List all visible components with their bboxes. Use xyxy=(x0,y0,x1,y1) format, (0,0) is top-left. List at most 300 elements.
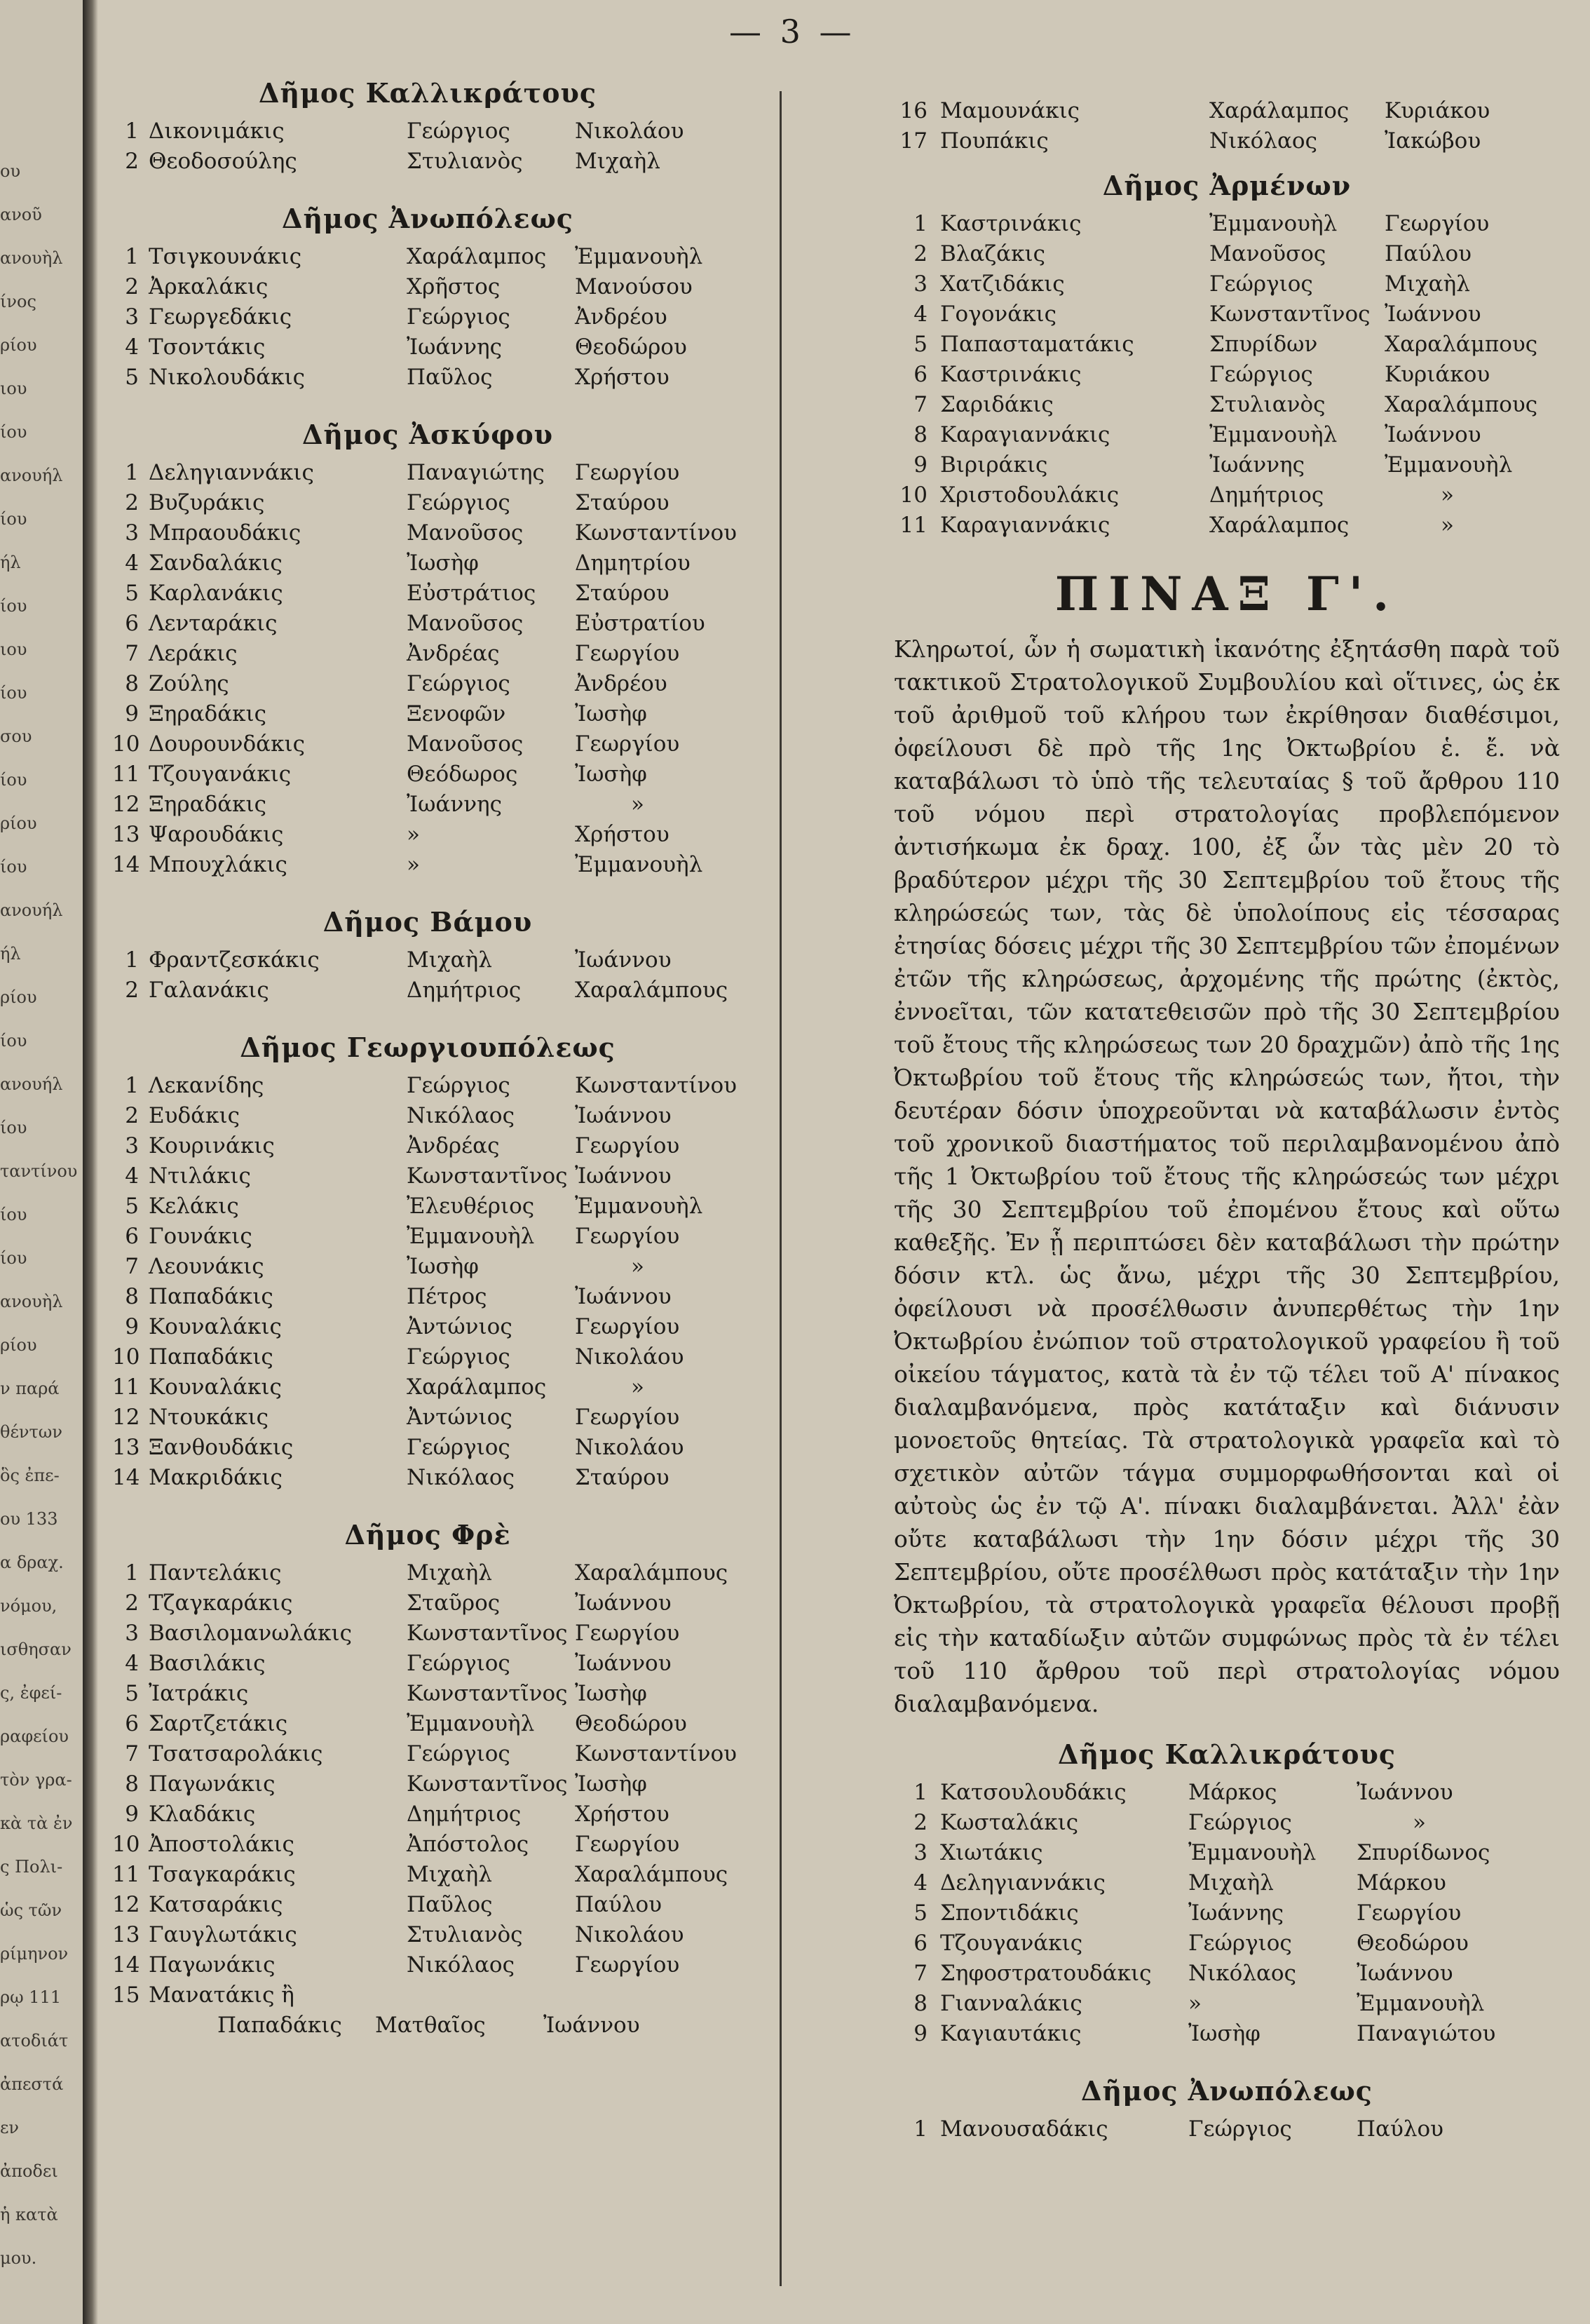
row-number: 10 xyxy=(112,731,140,757)
right-column xyxy=(894,98,1560,2147)
surname: Βυζυράκις xyxy=(149,490,265,515)
bleed-fragment: ίου xyxy=(0,1205,27,1224)
table-row xyxy=(112,1314,743,1344)
row-number: 9 xyxy=(913,452,928,478)
bleed-fragment: ραφείου xyxy=(0,1727,69,1746)
patronymic: Ἰωάννου xyxy=(575,1163,672,1189)
surname: Νικολουδάκις xyxy=(149,365,305,390)
surname: Παπασταματάκις xyxy=(940,332,1134,357)
surname: Ευδάκις xyxy=(149,1103,240,1128)
surname: Γουνάκις xyxy=(149,1224,252,1249)
surname: Σαριδάκις xyxy=(940,392,1054,417)
table-row xyxy=(894,332,1560,362)
first-name: Χαράλαμπος xyxy=(1209,98,1350,123)
patronymic: Ἀνδρέου xyxy=(575,304,667,330)
surname: Χατζιδάκις xyxy=(940,271,1065,297)
first-name: Ἰωσὴφ xyxy=(1188,2021,1261,2046)
section-heading: Δῆμος Ἀρμένων xyxy=(1102,170,1352,201)
patronymic: Γεωργίου xyxy=(575,1405,680,1430)
row-number: 1 xyxy=(913,2116,928,2142)
table-row xyxy=(894,1810,1560,1840)
patronymic: » xyxy=(1413,1810,1426,1835)
row-number: 6 xyxy=(913,362,928,387)
row-number: 3 xyxy=(913,1840,928,1865)
surname: Μακριδάκις xyxy=(149,1465,283,1490)
table-row xyxy=(112,762,743,792)
patronymic: Γεωργίου xyxy=(1385,211,1490,236)
first-name: Μιχαὴλ xyxy=(407,1862,492,1887)
column-divider xyxy=(780,91,782,2286)
patronymic: Ἰωσὴφ xyxy=(575,1771,647,1797)
first-name: Γεώργιος xyxy=(407,490,510,515)
surname: Βιριράκις xyxy=(940,452,1048,478)
section-heading: Δῆμος Βάμου xyxy=(322,906,533,938)
bleed-fragment: ἀπεστά xyxy=(0,2074,64,2094)
table-row xyxy=(112,1163,743,1194)
first-name: Γεώργιος xyxy=(407,1741,510,1766)
first-name: Ἀνδρέας xyxy=(407,641,500,666)
patronymic: » xyxy=(631,1254,644,1279)
table-row xyxy=(112,1435,743,1465)
patronymic: Νικολάου xyxy=(575,1922,684,1947)
row-number: 5 xyxy=(125,365,139,390)
surname: Ἰατράκις xyxy=(149,1681,249,1706)
table-row xyxy=(112,611,743,641)
row-number: 4 xyxy=(125,1651,139,1676)
bleed-fragment: ὡς τῶν xyxy=(0,1900,62,1920)
first-name: Γεώργιος xyxy=(407,1344,510,1370)
bleed-fragment: ίου xyxy=(0,1031,27,1050)
row-number: 11 xyxy=(112,1862,140,1887)
first-name: Νικόλαος xyxy=(407,1952,515,1978)
surname: Ψαρουδάκις xyxy=(149,822,284,847)
first-name: Μιχαὴλ xyxy=(407,947,492,973)
bleed-fragment: ήλ xyxy=(0,553,21,572)
patronymic: Γεωργίου xyxy=(575,1832,680,1857)
bleed-fragment: κὰ τὰ ἐν xyxy=(0,1813,73,1833)
row-number: 13 xyxy=(112,822,140,847)
patronymic: Ἰωάννου xyxy=(1385,302,1481,327)
bleed-fragment: ρίμηνον xyxy=(0,1944,69,1964)
table-row xyxy=(894,482,1560,513)
table-row xyxy=(112,1862,743,1892)
surname: Καστρινάκις xyxy=(940,362,1082,387)
kallikratous-list xyxy=(894,1780,1560,2051)
name-list xyxy=(112,947,743,1008)
first-name: Μανοῦσος xyxy=(407,520,524,546)
surname: Σαρτζετάκις xyxy=(149,1711,288,1736)
bleed-fragment: ς Πολι- xyxy=(0,1857,63,1877)
table-row xyxy=(112,1832,743,1862)
table-row xyxy=(894,1840,1560,1870)
table-row xyxy=(894,302,1560,332)
first-name: Ξενοφῶν xyxy=(407,701,506,727)
patronymic: Δημητρίου xyxy=(575,550,691,576)
table-row xyxy=(894,513,1560,543)
section-heading: Δῆμος Φρὲ xyxy=(344,1519,511,1551)
surname: Χιωτάκις xyxy=(940,1840,1043,1865)
table-row xyxy=(112,274,743,304)
row-number: 10 xyxy=(112,1832,140,1857)
table-row xyxy=(112,1681,743,1711)
surname: Γαυγλωτάκις xyxy=(149,1922,297,1947)
row-number: 14 xyxy=(112,1465,140,1490)
row-number: 2 xyxy=(125,978,139,1003)
surname: Παπαδάκις xyxy=(217,2013,342,2038)
table-row xyxy=(894,422,1560,452)
bleed-fragment: ίου xyxy=(0,857,27,877)
patronymic: Σπυρίδωνος xyxy=(1357,1840,1490,1865)
row-number: 4 xyxy=(125,550,139,576)
row-number: 4 xyxy=(125,335,139,360)
patronymic: Νικολάου xyxy=(575,1435,684,1460)
table-row xyxy=(112,304,743,335)
first-name: Χρῆστος xyxy=(407,274,501,299)
bleed-fragment: ανουήλ xyxy=(0,1074,63,1094)
row-number: 9 xyxy=(913,2021,928,2046)
first-name: Γεώργιος xyxy=(407,671,510,696)
first-name: Γεώργιος xyxy=(407,304,510,330)
table-row xyxy=(112,1465,743,1495)
row-number: 8 xyxy=(913,422,928,447)
first-name: Ἐμμανουὴλ xyxy=(407,1711,535,1736)
patronymic: Ἰωάννου xyxy=(575,1103,672,1128)
surname: Δεληγιαννάκις xyxy=(940,1870,1106,1896)
bleed-fragment: ανουὴλ xyxy=(0,1292,63,1311)
patronymic: » xyxy=(1441,482,1454,508)
first-name: Ἐμμανουὴλ xyxy=(407,1224,535,1249)
bleed-fragment: ρίου xyxy=(0,987,37,1007)
bleed-fragment: ισθησαν xyxy=(0,1640,72,1659)
first-name: Γεώργιος xyxy=(407,1651,510,1676)
table-row xyxy=(112,731,743,762)
patronymic: Εὐστρατίου xyxy=(575,611,705,636)
table-row xyxy=(112,1133,743,1163)
first-name: Ἀντώνιος xyxy=(407,1314,512,1339)
bleed-fragment: ίου xyxy=(0,596,27,616)
table-row xyxy=(112,822,743,852)
row-number: 2 xyxy=(125,149,139,174)
first-name: Ἰωσὴφ xyxy=(407,1254,479,1279)
continued-list xyxy=(894,98,1560,158)
patronymic: Γεωργίου xyxy=(575,1133,680,1158)
first-name: Παῦλος xyxy=(407,1892,493,1917)
surname: Γιανναλάκις xyxy=(940,1991,1082,2016)
first-name: Μιχαὴλ xyxy=(407,1560,492,1586)
patronymic: Μανούσου xyxy=(575,274,693,299)
first-name: Μανοῦσος xyxy=(407,611,524,636)
table-row xyxy=(112,550,743,581)
row-number: 14 xyxy=(112,1952,140,1978)
first-name: Κωνσταντῖνος xyxy=(407,1621,568,1646)
table-row xyxy=(112,1802,743,1832)
first-name: Νικόλαος xyxy=(1209,128,1317,154)
surname: Σανδαλάκις xyxy=(149,550,283,576)
surname: Γαλανάκις xyxy=(149,978,269,1003)
first-name: Ἀντώνιος xyxy=(407,1405,512,1430)
surname: Ζούλης xyxy=(149,671,229,696)
surname: Κλαδάκις xyxy=(149,1802,256,1827)
row-number: 7 xyxy=(125,1741,139,1766)
bleed-fragment: ανουήλ xyxy=(0,900,63,920)
row-number: 2 xyxy=(125,1103,139,1128)
first-name: Ἰωάννης xyxy=(407,335,502,360)
table-row xyxy=(894,211,1560,241)
table-row xyxy=(112,1073,743,1103)
surname: Λεράκις xyxy=(149,641,238,666)
row-number: 17 xyxy=(899,128,928,154)
bleed-fragment: σου xyxy=(0,727,32,746)
first-name: Παῦλος xyxy=(407,365,493,390)
surname: Παγωνάκις xyxy=(149,1952,276,1978)
table-row xyxy=(112,641,743,671)
patronymic: Ἰακώβου xyxy=(1385,128,1481,154)
table-row xyxy=(894,1900,1560,1931)
table-row xyxy=(894,271,1560,302)
bleed-fragment: θέντων xyxy=(0,1422,62,1442)
table-row xyxy=(112,1922,743,1952)
row-number: 1 xyxy=(125,119,139,144)
first-name: Θεόδωρος xyxy=(407,762,518,787)
table-row xyxy=(112,335,743,365)
patronymic: Νικολάου xyxy=(575,1344,684,1370)
bleed-fragment: ίου xyxy=(0,509,27,529)
bleed-fragment: ρίου xyxy=(0,335,37,355)
bleed-fragment: ίου xyxy=(0,1118,27,1137)
first-name: Ἰωάννης xyxy=(407,792,502,817)
bleed-fragment: ίου xyxy=(0,422,27,442)
row-number: 7 xyxy=(125,641,139,666)
row-number: 6 xyxy=(125,611,139,636)
table-row xyxy=(112,1194,743,1224)
row-number: 12 xyxy=(112,792,140,817)
row-number: 5 xyxy=(913,332,928,357)
row-number: 11 xyxy=(899,513,928,538)
first-name: Σταῦρος xyxy=(407,1590,501,1616)
row-number: 3 xyxy=(125,304,139,330)
row-number: 9 xyxy=(125,1314,139,1339)
bleed-fragment: ίου xyxy=(0,1248,27,1268)
surname: Γογονάκις xyxy=(940,302,1057,327)
bleed-fragment: ου 133 xyxy=(0,1509,58,1529)
row-number: 1 xyxy=(913,211,928,236)
table-row xyxy=(894,2021,1560,2051)
first-name: Γεώργιος xyxy=(1188,1931,1292,1956)
table-row xyxy=(112,1560,743,1590)
surname: Δικονιμάκις xyxy=(149,119,285,144)
table-row xyxy=(894,1931,1560,1961)
patronymic: Γεωργίου xyxy=(575,460,680,485)
surname: Φραντζεσκάκις xyxy=(149,947,320,973)
table-row xyxy=(112,119,743,149)
row-number: 6 xyxy=(125,1711,139,1736)
first-name: Σπυρίδων xyxy=(1209,332,1318,357)
patronymic: Χρήστου xyxy=(575,365,670,390)
patronymic: Σταύρου xyxy=(575,1465,670,1490)
row-number: 1 xyxy=(125,947,139,973)
section-heading: Δῆμος Ἀνωπόλεως xyxy=(282,203,573,234)
table-row xyxy=(112,1892,743,1922)
row-number: 2 xyxy=(125,490,139,515)
patronymic: Χαραλάμπους xyxy=(1385,392,1538,417)
first-name: Πέτρος xyxy=(407,1284,487,1309)
patronymic: Ἀνδρέου xyxy=(575,671,667,696)
first-name: Ματθαῖος xyxy=(375,2013,486,2038)
surname: Δεληγιαννάκις xyxy=(149,460,314,485)
row-number: 7 xyxy=(913,392,928,417)
patronymic: » xyxy=(631,1374,644,1400)
table-row xyxy=(112,947,743,978)
first-name: Γεώργιος xyxy=(1188,2116,1292,2142)
row-number: 4 xyxy=(125,1163,139,1189)
patronymic: Μιχαὴλ xyxy=(575,149,660,174)
surname: Τσαγκαράκις xyxy=(149,1862,296,1887)
first-name: Ἐμμανουὴλ xyxy=(1209,422,1338,447)
bleed-fragment: ανουήλ xyxy=(0,466,63,485)
surname: Ἀποστολάκις xyxy=(149,1832,294,1857)
adjacent-page-bleed xyxy=(0,0,91,2324)
section-heading: Δῆμος Γεωργιουπόλεως xyxy=(240,1032,616,1063)
first-name: Κωνσταντῖνος xyxy=(407,1771,568,1797)
bleed-fragment: ίου xyxy=(0,770,27,790)
surname: Παπαδάκις xyxy=(149,1344,273,1370)
table-row xyxy=(112,1344,743,1374)
first-name: Ἀνδρέας xyxy=(407,1133,500,1158)
patronymic: Χαραλάμπους xyxy=(575,1560,728,1586)
name-list xyxy=(112,1073,743,1495)
table-row xyxy=(112,978,743,1008)
surname: Βλαζάκις xyxy=(940,241,1045,266)
patronymic: Μάρκου xyxy=(1357,1870,1446,1896)
first-name: Γεώργιος xyxy=(407,119,510,144)
row-number: 7 xyxy=(125,1254,139,1279)
bleed-fragment: ατοδιάτ xyxy=(0,2031,69,2051)
armenon-list xyxy=(894,211,1560,543)
patronymic: Γεωργίου xyxy=(575,1952,680,1978)
table-row xyxy=(112,1405,743,1435)
surname: Ξανθουδάκις xyxy=(149,1435,294,1460)
row-number: 8 xyxy=(125,1771,139,1797)
surname: Κουναλάκις xyxy=(149,1374,282,1400)
first-name: Στυλιανὸς xyxy=(407,1922,523,1947)
bleed-fragment: ς, ἐφεί- xyxy=(0,1683,62,1703)
table-row xyxy=(112,1224,743,1254)
row-number: 9 xyxy=(125,701,139,727)
surname: Χριστοδουλάκις xyxy=(940,482,1120,508)
first-name: Ἰωσὴφ xyxy=(407,550,479,576)
table-row xyxy=(112,460,743,490)
first-name: Γεώργιος xyxy=(407,1073,510,1098)
bleed-fragment: μου. xyxy=(0,2248,37,2268)
row-number: 1 xyxy=(125,460,139,485)
row-number: 1 xyxy=(125,1073,139,1098)
row-number: 16 xyxy=(899,98,928,123)
table-row xyxy=(112,149,743,179)
bleed-fragment: ίου xyxy=(0,683,27,703)
first-name: » xyxy=(1188,1991,1202,2016)
surname: Βασιλάκις xyxy=(149,1651,266,1676)
table-row xyxy=(112,1254,743,1284)
surname: Γεωργεδάκις xyxy=(149,304,292,330)
first-name: Κωνσταντῖνος xyxy=(1209,302,1371,327)
table-row xyxy=(112,365,743,395)
section-heading: Δῆμος Ἀνωπόλεως xyxy=(1081,2075,1373,2107)
patronymic: Ἰωάννου xyxy=(1357,1780,1453,1805)
first-name: Γεώργιος xyxy=(1209,362,1313,387)
bleed-fragment: ρῳ 111 xyxy=(0,1987,62,2007)
patronymic: Κωνσταντίνου xyxy=(575,520,738,546)
surname: Καγιαυτάκις xyxy=(940,2021,1082,2046)
row-number: 12 xyxy=(112,1892,140,1917)
row-number: 9 xyxy=(125,1802,139,1827)
table-row xyxy=(112,1590,743,1621)
patronymic: Θεοδώρου xyxy=(1357,1931,1469,1956)
patronymic: Ἰωάννου xyxy=(575,1651,672,1676)
surname: Μανουσαδάκις xyxy=(940,2116,1108,2142)
surname: Παντελάκις xyxy=(149,1560,282,1586)
first-name: Δημήτριος xyxy=(1209,482,1324,508)
surname: Πουπάκις xyxy=(940,128,1049,154)
surname: Κατσουλουδάκις xyxy=(940,1780,1127,1805)
row-number: 8 xyxy=(913,1991,928,2016)
row-number: 8 xyxy=(125,1284,139,1309)
surname: Ξηραδάκις xyxy=(149,792,267,817)
table-row xyxy=(112,244,743,274)
name-list xyxy=(112,1560,743,2043)
surname: Ντιλάκις xyxy=(149,1163,251,1189)
first-name: Νικόλαος xyxy=(1188,1961,1296,1986)
patronymic: Κυριάκου xyxy=(1385,362,1490,387)
first-name: Εὐστράτιος xyxy=(407,581,536,606)
table-row xyxy=(894,98,1560,128)
first-name: Μανοῦσος xyxy=(407,731,524,757)
row-number: 10 xyxy=(112,1344,140,1370)
first-name: Ἐμμανουὴλ xyxy=(1188,1840,1317,1865)
patronymic: Ἐμμανουὴλ xyxy=(575,244,703,269)
first-name: Παναγιώτης xyxy=(407,460,545,485)
patronymic: Γεωργίου xyxy=(1357,1900,1462,1926)
table-row xyxy=(112,1982,743,2013)
surname: Κελάκις xyxy=(149,1194,239,1219)
surname: Μπραουδάκις xyxy=(149,520,301,546)
bleed-fragment: ήλ xyxy=(0,944,21,964)
patronymic: Ἰωάννου xyxy=(575,1590,672,1616)
surname: Ντουκάκις xyxy=(149,1405,269,1430)
name-list xyxy=(112,244,743,395)
patronymic: Ἐμμανουὴλ xyxy=(575,852,703,877)
bleed-fragment: τὸν γρα- xyxy=(0,1770,72,1790)
bleed-fragment: ρίου xyxy=(0,1335,37,1355)
table-row xyxy=(112,2013,743,2043)
first-name: Κωνσταντῖνος xyxy=(407,1163,568,1189)
bleed-fragment: ἀποδει xyxy=(0,2161,58,2181)
row-number: 5 xyxy=(125,1681,139,1706)
surname: Λεουνάκις xyxy=(149,1254,264,1279)
first-name: Γεώργιος xyxy=(407,1435,510,1460)
row-number: 10 xyxy=(899,482,928,508)
surname: Ξηραδάκις xyxy=(149,701,267,727)
table-row xyxy=(894,1870,1560,1900)
surname: Μαμουνάκις xyxy=(940,98,1080,123)
patronymic: Χαραλάμπους xyxy=(575,1862,728,1887)
surname: Λενταράκις xyxy=(149,611,278,636)
row-number: 3 xyxy=(913,271,928,297)
row-number: 2 xyxy=(913,241,928,266)
surname: Παπαδάκις xyxy=(149,1284,273,1309)
row-number: 8 xyxy=(125,671,139,696)
patronymic: Παύλου xyxy=(1357,2116,1443,2142)
row-number: 1 xyxy=(913,1780,928,1805)
